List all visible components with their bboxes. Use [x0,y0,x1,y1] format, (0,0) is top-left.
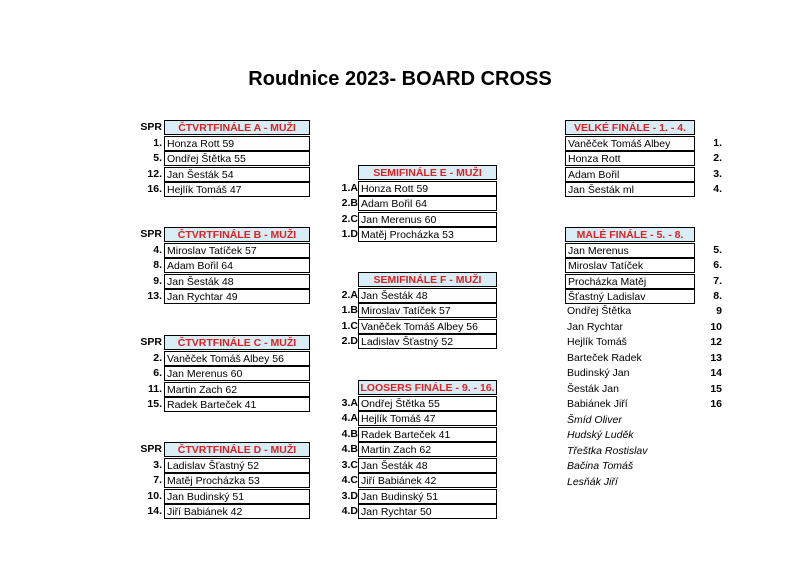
quarterfinal-header: ČTVRTFINÁLE B - MUŽI [164,227,310,242]
final-rider-cell: Jan Merenus [565,243,695,258]
qf-rider-cell: Radek Barteček 41 [164,397,310,412]
losers-rider-cell: Radek Barteček 41 [358,427,497,442]
qf-rider-cell: Jan Budinský 51 [164,489,310,504]
small-final-header: MALÉ FINÁLE - 5. - 8. [565,227,695,242]
final-rider-cell: Šťastný Ladislav [565,289,695,304]
ranking-place: 12 [710,336,722,348]
sf-rider-cell: Jan Šesták 48 [358,288,497,303]
seed-number: 16. [147,183,162,195]
ranking-place: 16 [710,398,722,410]
ranking-name: Babiánek Jiří [567,398,628,410]
seed-number: 12. [147,167,162,180]
seed-number: 7. [153,474,162,486]
semifinal-header: SEMIFINÁLE E - MUŽI [358,165,497,180]
sf-rider-cell: Honza Rott 59 [358,181,497,196]
seed-number: 2. [153,351,162,364]
ranking-name: Budinský Jan [567,367,630,379]
final-rank: 5. [713,243,722,256]
quarterfinal-header: ČTVRTFINÁLE A - MUŽI [164,120,310,135]
sf-rider-cell: Adam Bořil 64 [358,196,497,211]
ranking-name: Šmíd Oliver [567,413,622,426]
final-rider-cell: Jan Šesták ml [565,182,695,197]
final-rider-cell: Honza Rott [565,151,695,166]
final-rider-cell: Adam Bořil [565,167,695,182]
seed-number: 8. [153,259,162,271]
spr-label: SPR [140,336,162,348]
seed-number: 14. [147,505,162,517]
ranking-name: Šesták Jan [567,382,619,395]
qualifier-position: 4.C [341,474,358,486]
qualifier-position: 4.D [341,505,358,517]
ranking-name: Třeštka Rostislav [567,444,648,457]
quarterfinal-header: ČTVRTFINÁLE C - MUŽI [164,335,310,350]
seed-number: 15. [147,398,162,410]
final-rank: 6. [713,259,722,271]
spr-label: SPR [140,228,162,240]
qualifier-position: 4.B [341,443,358,455]
qualifier-position: 3.D [341,489,358,502]
final-rank: 7. [713,274,722,287]
ranking-name: Lesňák Jiří [567,475,618,488]
qualifier-position: 2.D [341,335,358,347]
qualifier-position: 4.B [341,427,358,440]
qualifier-position: 3.A [341,396,358,409]
final-rider-cell: Vaněček Tomáš Albey [565,136,695,151]
qualifier-position: 2.A [341,288,358,301]
ranking-name: Ondřej Štětka [567,305,632,317]
seed-number: 6. [153,367,162,379]
sf-rider-cell: Ladislav Šťastný 52 [358,334,497,349]
spr-label: SPR [140,121,162,133]
qualifier-position: 1.B [341,304,358,316]
ranking-name: Barteček Radek [567,351,642,364]
final-rank: 2. [713,152,722,164]
final-rank: 1. [713,136,722,149]
losers-rider-cell: Ondřej Štětka 55 [358,396,497,411]
seed-number: 13. [147,290,162,302]
quarterfinal-header: ČTVRTFINÁLE D - MUŽI [164,442,310,457]
ranking-place: 9 [716,305,722,317]
qf-rider-cell: Matěj Procházka 53 [164,473,310,488]
qualifier-position: 3.C [341,458,358,471]
qf-rider-cell: Ondřej Štětka 55 [164,151,310,166]
qf-rider-cell: Jiří Babiánek 42 [164,504,310,519]
qf-rider-cell: Hejlík Tomáš 47 [164,182,310,197]
final-rank: 3. [713,167,722,180]
final-rider-cell: Procházka Matěj [565,274,695,289]
qualifier-position: 1.A [341,181,358,194]
big-final-header: VELKÉ FINÁLE - 1. - 4. [565,120,695,135]
qualifier-position: 2.C [341,212,358,225]
qf-rider-cell: Miroslav Tatíček 57 [164,243,310,258]
seed-number: 5. [153,152,162,164]
qualifier-position: 4.A [341,412,358,424]
qf-rider-cell: Adam Bořil 64 [164,258,310,273]
spr-label: SPR [140,443,162,455]
final-rank: 8. [713,290,722,302]
seed-number: 3. [153,458,162,471]
losers-rider-cell: Jan Budinský 51 [358,489,497,504]
seed-number: 1. [153,136,162,149]
losers-rider-cell: Martin Zach 62 [358,442,497,457]
losers-final-header: LOOSERS FINÁLE - 9. - 16. [358,380,497,395]
losers-rider-cell: Jan Rychtar 50 [358,504,497,519]
qf-rider-cell: Jan Merenus 60 [164,366,310,381]
final-rider-cell: Miroslav Tatíček [565,258,695,273]
qf-rider-cell: Ladislav Šťastný 52 [164,458,310,473]
ranking-name: Hejlík Tomáš [567,336,627,348]
qf-rider-cell: Honza Rott 59 [164,136,310,151]
qf-rider-cell: Martin Zach 62 [164,382,310,397]
ranking-place: 15 [710,382,722,395]
seed-number: 4. [153,243,162,256]
ranking-place: 10 [710,320,722,333]
ranking-name: Hudský Luděk [567,429,634,441]
ranking-name: Bačina Tomáš [567,460,634,472]
sf-rider-cell: Matěj Procházka 53 [358,227,497,242]
ranking-place: 13 [710,351,722,364]
losers-rider-cell: Jan Šesták 48 [358,458,497,473]
sf-rider-cell: Miroslav Tatíček 57 [358,303,497,318]
sf-rider-cell: Jan Merenus 60 [358,212,497,227]
seed-number: 11. [147,382,162,395]
seed-number: 10. [147,489,162,502]
final-rank: 4. [713,183,722,195]
qualifier-position: 1.D [341,228,358,240]
ranking-place: 14 [710,367,722,379]
losers-rider-cell: Jiří Babiánek 42 [358,473,497,488]
semifinal-header: SEMIFINÁLE F - MUŽI [358,272,497,287]
sf-rider-cell: Vaněček Tomáš Albey 56 [358,319,497,334]
qf-rider-cell: Jan Šesták 48 [164,274,310,289]
qf-rider-cell: Jan Šesták 54 [164,167,310,182]
ranking-name: Jan Rychtar [567,320,624,333]
qf-rider-cell: Jan Rychtar 49 [164,289,310,304]
losers-rider-cell: Hejlík Tomáš 47 [358,411,497,426]
page-title: Roudnice 2023- BOARD CROSS [248,68,552,90]
seed-number: 9. [153,274,162,287]
qualifier-position: 2.B [341,197,358,209]
qf-rider-cell: Vaněček Tomáš Albey 56 [164,351,310,366]
qualifier-position: 1.C [341,319,358,332]
